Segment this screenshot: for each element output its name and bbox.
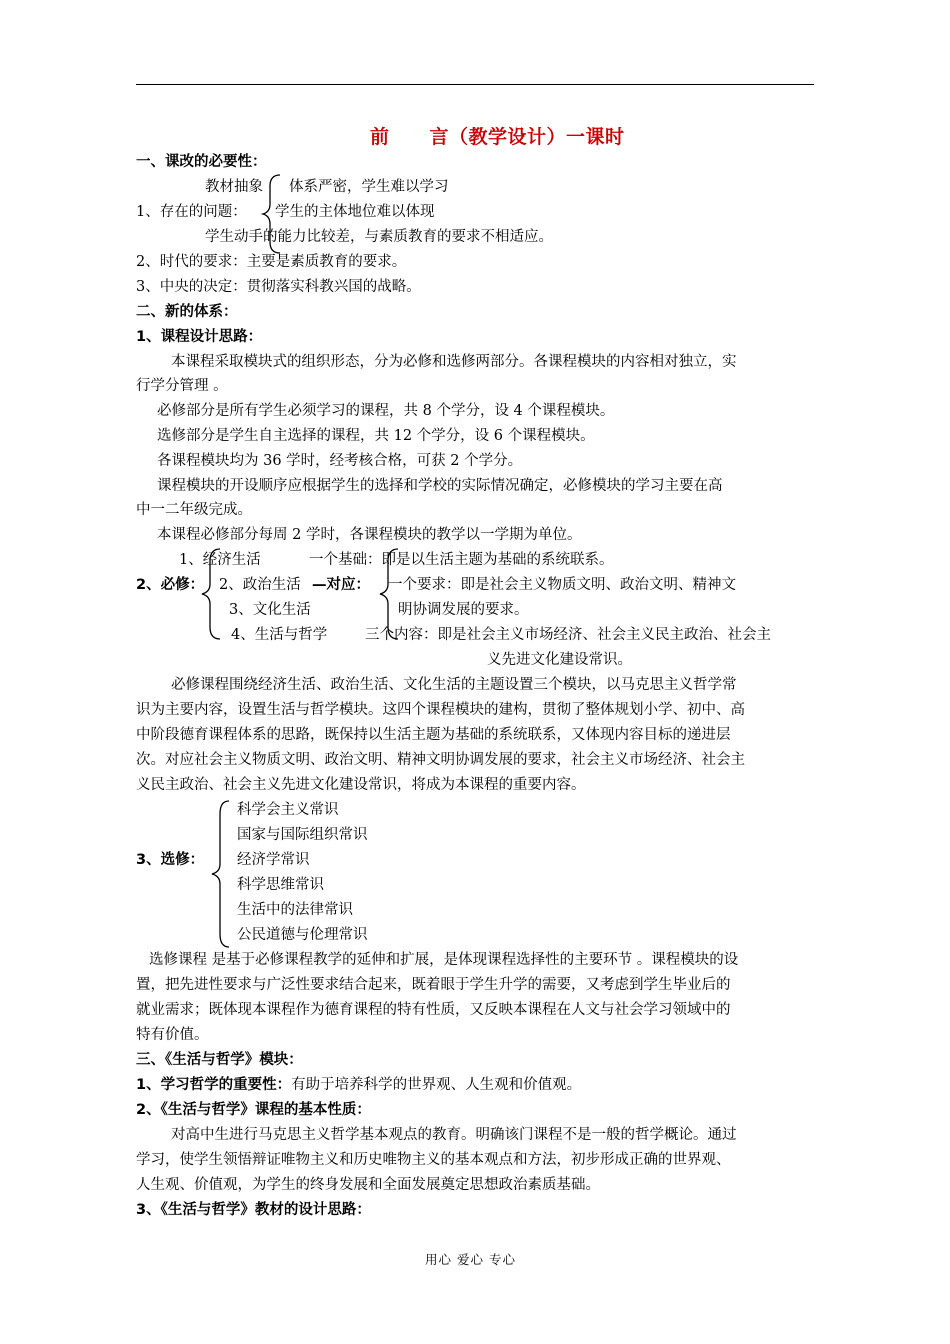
page-footer: 用心 爱心 专心 [425,1252,516,1267]
paragraph-9-line-1: 对高中生进行马克思主义哲学基本观点的教育。明确该门课程不是一般的哲学概论。通过 [171,1127,737,1143]
elective-brace [211,800,231,948]
elective-module-5: 生活中的法律常识 [237,902,353,918]
paragraph-7-line-3: 中阶段德育课程体系的思路，既保持以生活主题为基础的系统联系，又体现内容目标的递进层 [136,727,731,743]
paragraph-3: 选修部分是学生自主选择的课程，共 12 个学分，设 6 个课程模块。 [157,428,595,444]
requirement-1: 一个基础：即是以生活主题为基础的系统联系。 [309,552,614,568]
required-module-2: 2、政治生活 [219,577,301,593]
central-decision: 3、中央的决定：贯彻落实科教兴国的战略。 [136,279,421,295]
problem-item-1b: 体系严密，学生难以学习 [289,179,449,195]
elective-module-3: 经济学常识 [237,852,310,868]
paragraph-4: 各课程模块均为 36 学时，经考核合格，可获 2 个学分。 [157,453,523,469]
elective-module-4: 科学思维常识 [237,877,324,893]
page-title [370,124,625,150]
title-part-1: 前 [370,126,390,148]
requirement-2-line-1: 一个要求：即是社会主义物质文明、政治文明、精神文 [388,577,736,593]
requirement-3-line-1: 三个内容：即是社会主义市场经济、社会主义民主政治、社会主 [365,627,771,643]
correspondence-label: —对应： [312,577,370,593]
required-module-4: 4、生活与哲学 [231,627,328,643]
paragraph-5-line-1: 课程模块的开设顺序应根据学生的选择和学校的实际情况确定，必修模块的学习主要在高 [157,478,723,494]
paragraph-9-line-2: 学习，使学生领悟辩证唯物主义和历史唯物主义的基本观点和方法，初步形成正确的世界观、 [136,1152,731,1168]
paragraph-8-line-1: 选修课程 是基于必修课程教学的延伸和扩展，是体现课程选择性的主要环节 。课程模块的设 [149,952,739,968]
paragraph-8-line-4: 特有价值。 [136,1027,209,1043]
requirement-2-line-2: 明协调发展的要求。 [398,602,529,618]
problem-brace [262,174,282,254]
header-rule [136,84,814,85]
required-brace [200,548,222,640]
paragraph-1-line-1: 本课程采取模块式的组织形态，分为必修和选修两部分。各课程模块的内容相对独立，实 [171,354,737,370]
required-module-1: 1、经济生活 [179,552,261,568]
problem-label: 1、存在的问题： [136,204,247,220]
requirement-3-line-2: 义先进文化建设常识。 [487,652,632,668]
title-part-2: 言（教学设计）一课时 [429,126,625,148]
problem-item-3: 学生动手的能力比较差，与素质教育的要求不相适应。 [205,229,553,245]
problem-item-2: 学生的主体地位难以体现 [275,204,435,220]
problem-item-1a: 教材抽象 [205,179,263,195]
requirement-brace [378,548,400,640]
section-heading-1: 一、课改的必要性： [136,154,267,170]
paragraph-1-line-2: 行学分管理 。 [136,378,228,394]
paragraph-6: 本课程必修部分每周 2 学时，各课程模块的教学以一学期为单位。 [157,527,582,543]
section-heading-3: 三、《生活与哲学》模块： [136,1052,303,1068]
subheading-nature: 2、《生活与哲学》课程的基本性质： [136,1102,371,1118]
paragraph-5-line-2: 中一二年级完成。 [136,502,252,518]
paragraph-8-line-2: 置，把先进性要求与广泛性要求结合起来，既着眼于学生升学的需要，又考虑到学生毕业后的 [136,977,731,993]
subheading-design: 1、课程设计思路： [136,329,263,345]
elective-module-1: 科学会主义常识 [237,802,339,818]
elective-label: 3、选修： [136,852,205,868]
required-label: 2、必修： [136,577,205,593]
importance-label: 1、学习哲学的重要性： [136,1077,292,1093]
paragraph-8-line-3: 就业需求；既体现本课程作为德育课程的特有性质，又反映本课程在人文与社会学习领域中的 [136,1002,731,1018]
elective-module-6: 公民道德与伦理常识 [237,927,368,943]
paragraph-7-line-5: 义民主政治、社会主义先进文化建设常识，将成为本课程的重要内容。 [136,777,586,793]
paragraph-7-line-4: 次。对应社会主义物质文明、政治文明、精神文明协调发展的要求，社会主义市场经济、社会主 [136,752,745,768]
required-module-3: 3、文化生活 [229,602,311,618]
importance-line [136,1075,581,1095]
subheading-textbook-design: 3、《生活与哲学》教材的设计思路： [136,1202,371,1218]
paragraph-9-line-3: 人生观、价值观，为学生的终身发展和全面发展奠定思想政治素质基础。 [136,1177,600,1193]
section-heading-2: 二、新的体系： [136,304,238,320]
importance-text: 有助于培养科学的世界观、人生观和价值观。 [291,1077,582,1093]
era-requirement: 2、时代的要求：主要是素质教育的要求。 [136,254,407,270]
elective-module-2: 国家与国际组织常识 [237,827,368,843]
paragraph-2: 必修部分是所有学生必须学习的课程，共 8 个学分，设 4 个课程模块。 [157,403,615,419]
paragraph-7-line-2: 识为主要内容，设置生活与哲学模块。这四个课程模块的建构，贯彻了整体规划小学、初中、高 [136,702,745,718]
paragraph-7-line-1: 必修课程围绕经济生活、政治生活、文化生活的主题设置三个模块，以马克思主义哲学常 [171,677,737,693]
